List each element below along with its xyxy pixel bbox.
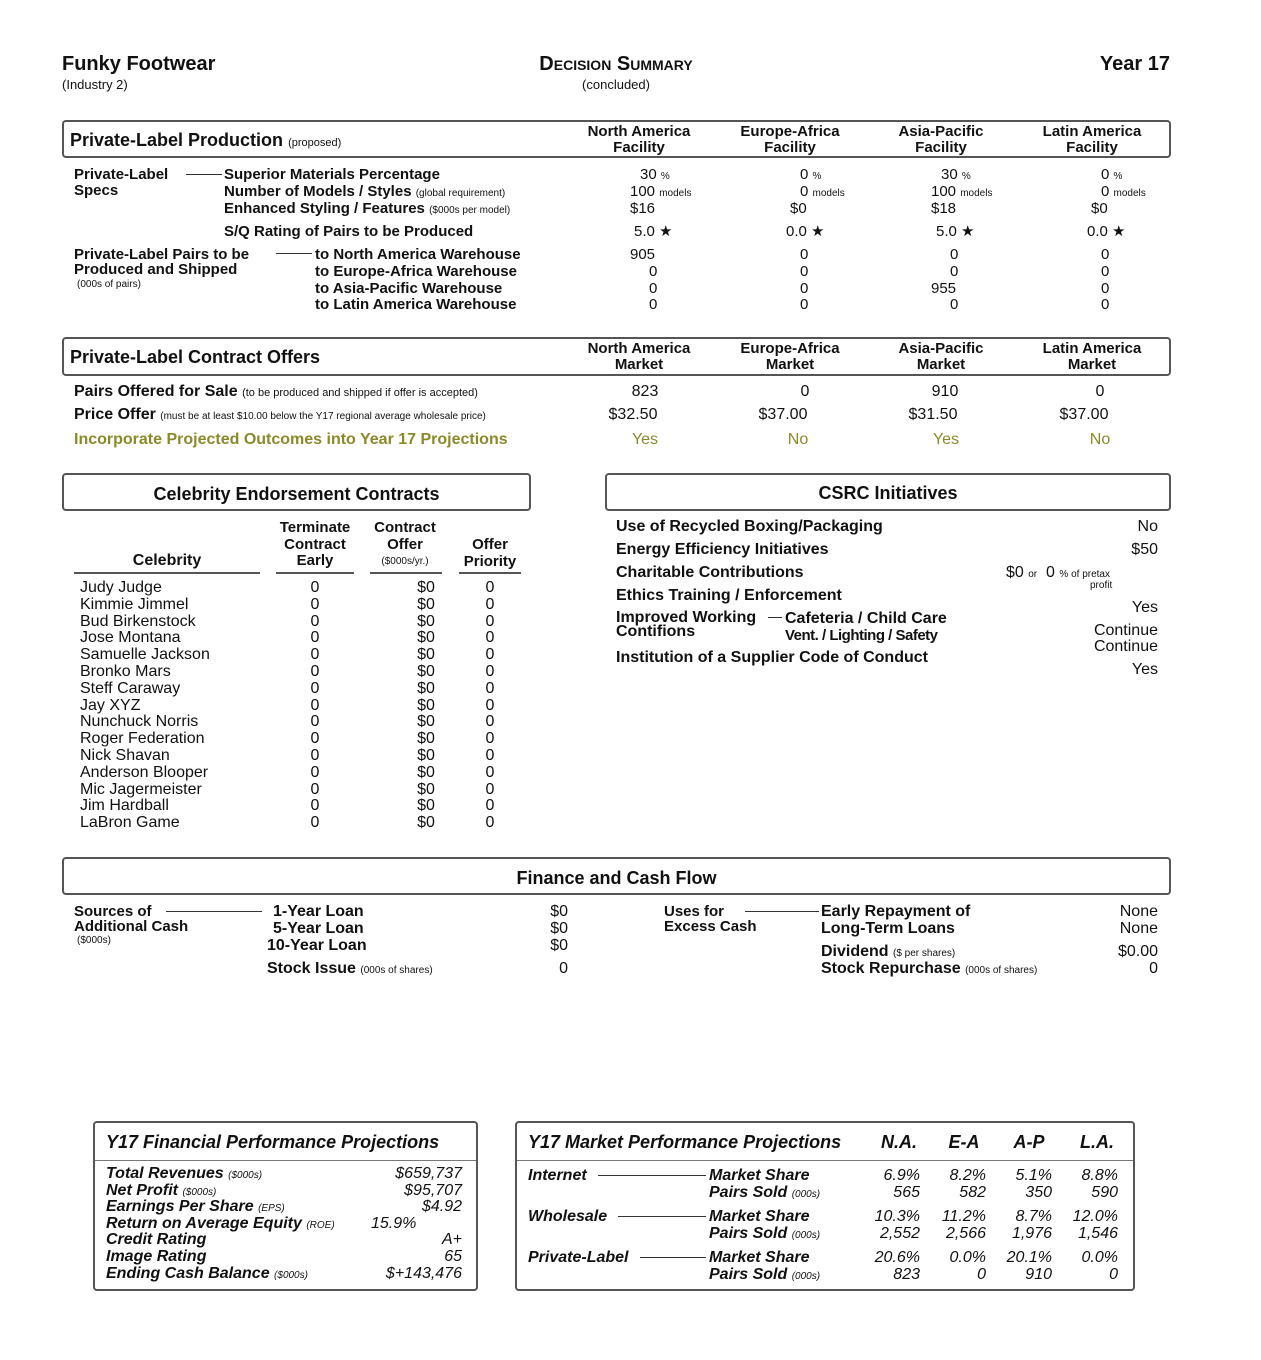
price-offer-value: $37.00 — [1059, 406, 1109, 423]
working-connector — [768, 617, 782, 618]
terminate-value[interactable]: 0 — [310, 814, 320, 832]
region-la: L.A. — [1080, 1132, 1114, 1152]
pairs-sold-value: 590 — [1091, 1184, 1118, 1201]
styling-value: $16 — [630, 200, 656, 217]
priority-value[interactable]: 0 — [485, 579, 495, 596]
contracts-title: Private-Label Contract Offers — [70, 347, 321, 367]
pairs-sold-value: 2,566 — [945, 1225, 986, 1242]
financial-proj-labels: Total Revenues ($000s) Net Profit ($000s) Earnings Per Share (EPS) Return on Average Equity (ROE) Credit Rating Image Rating Ending Cash Balance ($000s) — [106, 1165, 335, 1282]
priority-value[interactable]: 0 — [485, 662, 495, 680]
dest-label-la: to Latin America Warehouse — [315, 296, 517, 313]
celebrity-name: Jim Hardball — [80, 797, 169, 815]
priority-value[interactable]: 0 — [485, 780, 495, 798]
repurchase-label: Stock Repurchase (000s of shares) — [821, 960, 1038, 977]
celebrity-name: Samuelle Jackson — [80, 646, 210, 664]
terminate-value[interactable]: 0 — [310, 696, 320, 714]
share-label: Market Share — [709, 1167, 810, 1184]
dividend-label: Dividend ($ per shares) — [821, 943, 956, 960]
incorporate-toggle-la[interactable]: No — [1089, 431, 1111, 448]
credit-rating-value: A+ — [441, 1231, 462, 1249]
contracts-col-ap: Asia-Pacific Market — [898, 340, 984, 373]
rating-value: 0.0 ★ — [786, 223, 825, 240]
celebrity-name: Nick Shavan — [80, 746, 170, 764]
terminate-value[interactable]: 0 — [310, 797, 320, 815]
pairs-sold-value: 582 — [959, 1184, 986, 1201]
energy-label: Energy Efficiency Initiatives — [616, 541, 829, 558]
pairs-sold-value: 823 — [893, 1266, 920, 1283]
charity-value: $0 or 0 % of pretax — [1006, 564, 1110, 581]
offer-value[interactable]: $0 — [417, 730, 435, 748]
celebrity-name: Anderson Blooper — [80, 763, 209, 781]
materials-value: 30 % — [640, 166, 670, 183]
celebrity-priority-list — [475, 580, 505, 832]
shipment-value: 0 — [1101, 280, 1110, 297]
offer-value[interactable]: $0 — [417, 679, 435, 697]
offer-value[interactable]: $0 — [417, 696, 435, 714]
vent-value: Continue — [1093, 638, 1158, 655]
net-profit-value: $95,707 — [404, 1181, 462, 1199]
pairs-sold-value: 1,546 — [1077, 1225, 1118, 1242]
terminate-value[interactable]: 0 — [310, 763, 320, 781]
celebrity-col-priority: Offer Priority — [463, 536, 517, 570]
celebrity-name-list — [80, 580, 210, 832]
incorporate-toggle-ea[interactable]: No — [787, 431, 809, 448]
terminate-value[interactable]: 0 — [310, 730, 320, 748]
celebrity-name: Roger Federation — [80, 730, 205, 748]
repay-value-1: None — [1119, 903, 1158, 920]
celebrity-col-offer: Contract Offer ($000s/yr.) — [374, 519, 436, 567]
celebrity-name: Mic Jagermeister — [80, 780, 202, 798]
pairs-sold-value: 0 — [977, 1266, 986, 1283]
loan1-label: 1-Year Loan — [273, 903, 364, 920]
priority-value[interactable]: 0 — [485, 595, 495, 613]
pairs-sold-value: 1,976 — [1011, 1225, 1052, 1242]
celebrity-name: Steff Caraway — [80, 679, 181, 697]
dividend-value: $0.00 — [1117, 943, 1158, 960]
celebrity-terminate-list — [300, 580, 330, 832]
loan1-value: $0 — [550, 903, 568, 920]
financial-proj-title: Y17 Financial Performance Projections — [106, 1132, 440, 1152]
segment-connector — [598, 1175, 706, 1176]
star-icon: ★ — [659, 223, 673, 240]
vent-label: Vent. / Lighting / Safety — [785, 627, 938, 644]
shipped-label: Private-Label Pairs to be Produced and Shipped (000s of pairs) — [74, 246, 250, 290]
rating-value: 0.0 ★ — [1087, 223, 1126, 240]
priority-value[interactable]: 0 — [485, 797, 495, 815]
stock-issue-value: 0 — [559, 960, 568, 977]
production-col-ea: Europe-Africa Facility — [740, 123, 840, 156]
models-value: 0 models — [1101, 183, 1146, 200]
industry-label: (Industry 2) — [62, 77, 128, 92]
eps-value: $4.92 — [421, 1198, 462, 1216]
offer-value[interactable]: $0 — [417, 797, 435, 815]
pairs-offered-value: 0 — [1095, 383, 1105, 400]
market-share-value: 11.2% — [941, 1208, 986, 1225]
repay-label-2: Long-Term Loans — [821, 920, 955, 937]
offer-value[interactable]: $0 — [417, 713, 435, 731]
segment-private-label: Private-Label — [528, 1249, 629, 1266]
offer-value[interactable]: $0 — [417, 763, 435, 781]
priority-value[interactable]: 0 — [485, 763, 495, 781]
shipment-value: 0 — [1101, 263, 1110, 280]
region-ap: A-P — [1013, 1132, 1045, 1152]
pairs-label: Pairs Sold (000s) — [709, 1225, 821, 1242]
priority-value[interactable]: 0 — [485, 612, 495, 630]
production-col-la: Latin America Facility — [1042, 123, 1142, 156]
market-share-value: 6.9% — [883, 1167, 920, 1184]
priority-value[interactable]: 0 — [485, 730, 495, 748]
segment-connector — [618, 1216, 706, 1217]
shipment-value: 905 — [630, 246, 656, 263]
roe-value: 15.9% — [371, 1214, 417, 1232]
repay-value-2: None — [1119, 920, 1158, 937]
supplier-value: Yes — [1131, 661, 1158, 678]
pairs-sold-value: 910 — [1025, 1266, 1052, 1283]
share-label: Market Share — [709, 1208, 810, 1225]
shipment-value: 0 — [800, 263, 809, 280]
financial-proj-divider — [95, 1160, 476, 1161]
uses-label: Uses for Excess Cash — [664, 903, 757, 935]
celebrity-name: LaBron Game — [80, 814, 180, 832]
market-share-value: 10.3% — [874, 1208, 920, 1225]
styling-label: Enhanced Styling / Features ($000s per model) — [224, 200, 511, 217]
offer-value[interactable]: $0 — [417, 780, 435, 798]
ethics-label: Ethics Training / Enforcement — [616, 587, 842, 604]
loan5-value: $0 — [550, 920, 568, 937]
priority-value[interactable]: 0 — [485, 696, 495, 714]
segment-wholesale: Wholesale — [528, 1208, 608, 1225]
loan10-value: $0 — [550, 937, 568, 954]
offer-value[interactable]: $0 — [417, 646, 435, 664]
terminate-value[interactable]: 0 — [310, 679, 320, 697]
celebrity-name: Bud Birkenstock — [80, 612, 196, 630]
offer-value[interactable]: $0 — [417, 612, 435, 630]
recycled-label: Use of Recycled Boxing/Packaging — [616, 518, 883, 535]
shipment-value: 0 — [950, 246, 959, 263]
celebrity-col-terminate: Terminate Contract Early — [279, 519, 351, 569]
shipment-value: 0 — [649, 280, 658, 297]
recycled-value: No — [1137, 518, 1158, 535]
offer-value[interactable]: $0 — [417, 579, 435, 596]
celebrity-offer-list — [408, 580, 444, 832]
segment-connector — [640, 1257, 706, 1258]
market-share-value: 8.7% — [1015, 1208, 1052, 1225]
repurchase-value: 0 — [1149, 960, 1158, 977]
offer-value[interactable]: $0 — [417, 629, 435, 647]
dest-label-ap: to Asia-Pacific Warehouse — [315, 280, 503, 297]
market-proj-divider — [517, 1160, 1133, 1161]
year-label: Year 17 — [1099, 53, 1170, 75]
pairs-offered-value: 910 — [931, 383, 959, 400]
production-col-ap: Asia-Pacific Facility — [898, 123, 984, 156]
dest-label-na: to North America Warehouse — [315, 246, 521, 263]
energy-value: $50 — [1131, 541, 1158, 558]
share-label: Market Share — [709, 1249, 810, 1266]
priority-value[interactable]: 0 — [485, 713, 495, 731]
shipment-value: 0 — [800, 296, 809, 313]
contracts-col-ea: Europe-Africa Market — [740, 340, 840, 373]
shipment-value: 955 — [931, 280, 957, 297]
materials-value: 0 % — [800, 166, 822, 183]
incorporate-label: Incorporate Projected Outcomes into Year 17 Projections — [74, 431, 508, 448]
terminate-value[interactable]: 0 — [310, 780, 320, 798]
materials-value: 30 % — [941, 166, 971, 183]
star-icon: ★ — [1112, 223, 1126, 240]
priority-value[interactable]: 0 — [485, 679, 495, 697]
incorporate-toggle-ap[interactable]: Yes — [932, 431, 960, 448]
pairs-offered-label: Pairs Offered for Sale (to be produced and shipped if offer is accepted) — [74, 383, 478, 400]
models-label: Number of Models / Styles (global requirement) — [224, 183, 506, 200]
materials-label: Superior Materials Percentage — [224, 166, 440, 183]
offer-value[interactable]: $0 — [417, 746, 435, 764]
dest-label-ea: to Europe-Africa Warehouse — [315, 263, 517, 280]
models-value: 100 models — [630, 183, 692, 200]
styling-value: $0 — [1091, 200, 1108, 217]
terminate-value[interactable]: 0 — [310, 646, 320, 664]
celebrity-name: Bronko Mars — [80, 662, 171, 680]
ending-cash-value: $+143,476 — [385, 1264, 462, 1282]
market-share-value: 20.6% — [874, 1249, 920, 1266]
pairs-offered-value: 823 — [631, 383, 659, 400]
col-underline — [459, 572, 521, 574]
terminate-value[interactable]: 0 — [310, 595, 320, 613]
col-underline — [276, 572, 354, 574]
price-offer-value: $37.00 — [758, 406, 808, 423]
finance-title: Finance and Cash Flow — [516, 868, 717, 888]
priority-value[interactable]: 0 — [485, 629, 495, 647]
price-offer-label: Price Offer (must be at least $10.00 below the Y17 regional average wholesale price) — [74, 406, 486, 423]
celebrity-title: Celebrity Endorsement Contracts — [153, 484, 440, 504]
market-share-value: 5.1% — [1015, 1167, 1052, 1184]
contracts-col-na: North America Market — [587, 340, 691, 373]
priority-value[interactable]: 0 — [485, 814, 495, 832]
pairs-label: Pairs Sold (000s) — [709, 1266, 821, 1283]
pairs-sold-value: 2,552 — [879, 1225, 920, 1242]
price-offer-value: $32.50 — [608, 406, 658, 423]
contracts-col-la: Latin America Market — [1042, 340, 1142, 373]
styling-value: $0 — [790, 200, 807, 217]
celebrity-name: Jay XYZ — [80, 696, 141, 714]
company-name: Funky Footwear — [62, 53, 216, 75]
pairs-label: Pairs Sold (000s) — [709, 1184, 821, 1201]
market-share-value: 0.0% — [1081, 1249, 1118, 1266]
market-share-value: 8.2% — [949, 1167, 986, 1184]
cafeteria-value: Continue — [1093, 622, 1158, 639]
shipment-value: 0 — [1101, 246, 1110, 263]
loan5-label: 5-Year Loan — [273, 920, 364, 937]
pairs-sold-value: 565 — [893, 1184, 920, 1201]
sources-connector — [166, 911, 262, 912]
market-proj-title: Y17 Market Performance Projections — [528, 1132, 842, 1152]
supplier-label: Institution of a Supplier Code of Conduct — [616, 649, 928, 666]
shipment-value: 0 — [800, 280, 809, 297]
specs-label: Private-Label Specs — [74, 166, 169, 199]
models-value: 0 models — [800, 183, 845, 200]
market-share-value: 12.0% — [1072, 1208, 1118, 1225]
celebrity-name: Kimmie Jimmel — [80, 595, 189, 613]
segment-internet: Internet — [528, 1167, 587, 1184]
repay-label-1: Early Repayment of — [821, 903, 971, 920]
image-rating-value: 65 — [444, 1247, 462, 1265]
terminate-value[interactable]: 0 — [310, 629, 320, 647]
price-offer-value: $31.50 — [908, 406, 958, 423]
celebrity-col-name: Celebrity — [132, 552, 202, 569]
charity-label: Charitable Contributions — [616, 564, 804, 581]
region-na: N.A. — [881, 1132, 917, 1152]
region-ea: E-A — [948, 1132, 980, 1152]
celebrity-name: Nunchuck Norris — [80, 713, 199, 731]
market-share-value: 0.0% — [949, 1249, 986, 1266]
market-share-value: 8.8% — [1081, 1167, 1118, 1184]
loan10-label: 10-Year Loan — [267, 937, 367, 954]
working-label: Improved Working Contifions — [616, 609, 757, 640]
offer-value[interactable]: $0 — [417, 662, 435, 680]
models-value: 100 models — [931, 183, 993, 200]
star-icon: ★ — [811, 223, 825, 240]
shipped-connector — [276, 253, 312, 254]
sources-label: Sources of Additional Cash ($000s) — [74, 903, 189, 946]
materials-value: 0 % — [1101, 166, 1123, 183]
production-col-na: North America Facility — [587, 123, 691, 156]
pairs-offered-value: 0 — [800, 383, 810, 400]
shipment-value: 0 — [649, 263, 658, 280]
uses-connector — [745, 911, 819, 912]
cafeteria-label: Cafeteria / Child Care — [785, 610, 947, 627]
ethics-value: Yes — [1131, 599, 1158, 616]
offer-value[interactable]: $0 — [417, 814, 435, 832]
shipment-value: 0 — [950, 263, 959, 280]
shipment-value: 0 — [649, 296, 658, 313]
rating-value: 5.0 ★ — [634, 223, 673, 240]
shipment-value: 0 — [1101, 296, 1110, 313]
styling-value: $18 — [931, 200, 957, 217]
celebrity-name: Jose Montana — [80, 629, 181, 647]
terminate-value[interactable]: 0 — [310, 612, 320, 630]
celebrity-name: Judy Judge — [80, 579, 162, 596]
col-underline — [370, 572, 442, 574]
production-title: Private-Label Production (proposed) — [70, 130, 342, 150]
market-share-value: 20.1% — [1006, 1249, 1052, 1266]
financial-proj-values — [340, 1166, 462, 1282]
pairs-sold-value: 0 — [1109, 1266, 1118, 1283]
total-revenues-value: $659,737 — [395, 1165, 462, 1182]
csrc-title: CSRC Initiatives — [818, 483, 958, 503]
priority-value[interactable]: 0 — [485, 746, 495, 764]
rating-value: 5.0 ★ — [936, 223, 975, 240]
star-icon: ★ — [961, 223, 975, 240]
offer-value[interactable]: $0 — [417, 595, 435, 613]
charity-note: profit — [1090, 580, 1113, 591]
page-title: Decision Summary — [539, 53, 693, 75]
shipment-value: 0 — [950, 296, 959, 313]
rating-label: S/Q Rating of Pairs to be Produced — [224, 223, 474, 240]
terminate-value[interactable]: 0 — [310, 662, 320, 680]
terminate-value[interactable]: 0 — [310, 579, 320, 596]
terminate-value[interactable]: 0 — [310, 713, 320, 731]
specs-connector — [186, 174, 222, 175]
priority-value[interactable]: 0 — [485, 646, 495, 664]
pairs-sold-value: 350 — [1025, 1184, 1052, 1201]
col-underline — [74, 572, 260, 574]
incorporate-toggle-na[interactable]: Yes — [631, 431, 659, 448]
page-subtitle: (concluded) — [582, 77, 650, 92]
shipment-value: 0 — [800, 246, 809, 263]
stock-issue-label: Stock Issue (000s of shares) — [267, 960, 433, 977]
terminate-value[interactable]: 0 — [310, 746, 320, 764]
